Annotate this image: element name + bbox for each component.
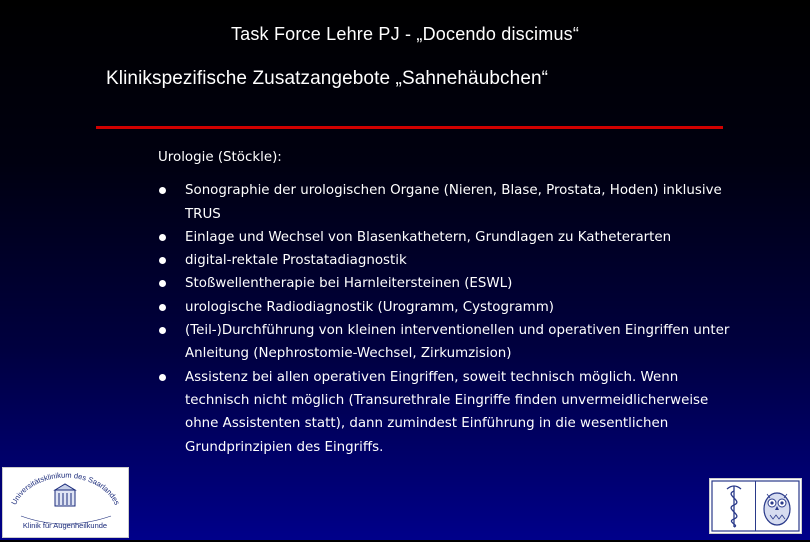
content-block bbox=[158, 146, 738, 459]
subheading: Urologie (Stöckle): bbox=[158, 150, 282, 165]
list-item-text: Stoßwellentherapie bei Harnleitersteinen (ESWL) bbox=[185, 276, 513, 292]
slide-header-title: Task Force Lehre PJ - „Docendo discimus“ bbox=[230, 24, 580, 44]
bullet-icon bbox=[159, 257, 166, 264]
bullet-list bbox=[158, 179, 738, 459]
svg-text:Klinik für Augenheilkunde: Klinik für Augenheilkunde bbox=[22, 521, 108, 530]
bullet-icon bbox=[159, 234, 166, 241]
list-item-text: Assistenz bei allen operativen Eingriffen, soweit technisch möglich. Wenn technisch nicht möglich (Transurethrale Eingriffe finden unvermeidlicherweise ohne Assistenten statt), dann zumindest Einführung in die wesentlichen Grundprinzipien des Eingriffs. bbox=[185, 369, 709, 455]
list-item-text: urologische Radiodiagnostik (Urogramm, Cystogramm) bbox=[185, 299, 554, 315]
divider-line bbox=[96, 126, 723, 129]
university-clinic-logo bbox=[2, 467, 129, 538]
list-item-text: digital-rektale Prostatadiagnostik bbox=[185, 253, 407, 269]
faculty-emblem bbox=[709, 478, 802, 534]
list-item bbox=[158, 226, 738, 249]
list-item-text: Einlage und Wechsel von Blasenkathetern, Grundlagen zu Katheterarten bbox=[185, 229, 672, 245]
university-clinic-logo-icon bbox=[3, 468, 128, 537]
list-item bbox=[158, 366, 738, 459]
list-item bbox=[158, 296, 738, 319]
section-title: Klinikspezifische Zusatzangebote „Sahnehäubchen“ bbox=[106, 68, 549, 89]
svg-text:Universitätsklinikum des Saarl: Universitätsklinikum des Saarlandes bbox=[9, 470, 122, 507]
faculty-emblem-icon bbox=[710, 479, 801, 533]
list-item bbox=[158, 272, 738, 295]
list-item-text: Sonographie der urologischen Organe (Nieren, Blase, Prostata, Hoden) inklusive TRUS bbox=[185, 183, 722, 222]
bullet-icon bbox=[159, 280, 166, 287]
list-item bbox=[158, 249, 738, 272]
bullet-icon bbox=[159, 304, 166, 311]
list-item bbox=[158, 179, 738, 226]
bullet-icon bbox=[159, 187, 166, 194]
list-item bbox=[158, 319, 738, 366]
bullet-icon bbox=[159, 374, 166, 381]
list-item-text: (Teil-)Durchführung von kleinen interventionellen und operativen Eingriffen unter Anleitung (Nephrostomie-Wechsel, Zirkumzision) bbox=[185, 323, 730, 362]
bullet-icon bbox=[159, 327, 166, 334]
